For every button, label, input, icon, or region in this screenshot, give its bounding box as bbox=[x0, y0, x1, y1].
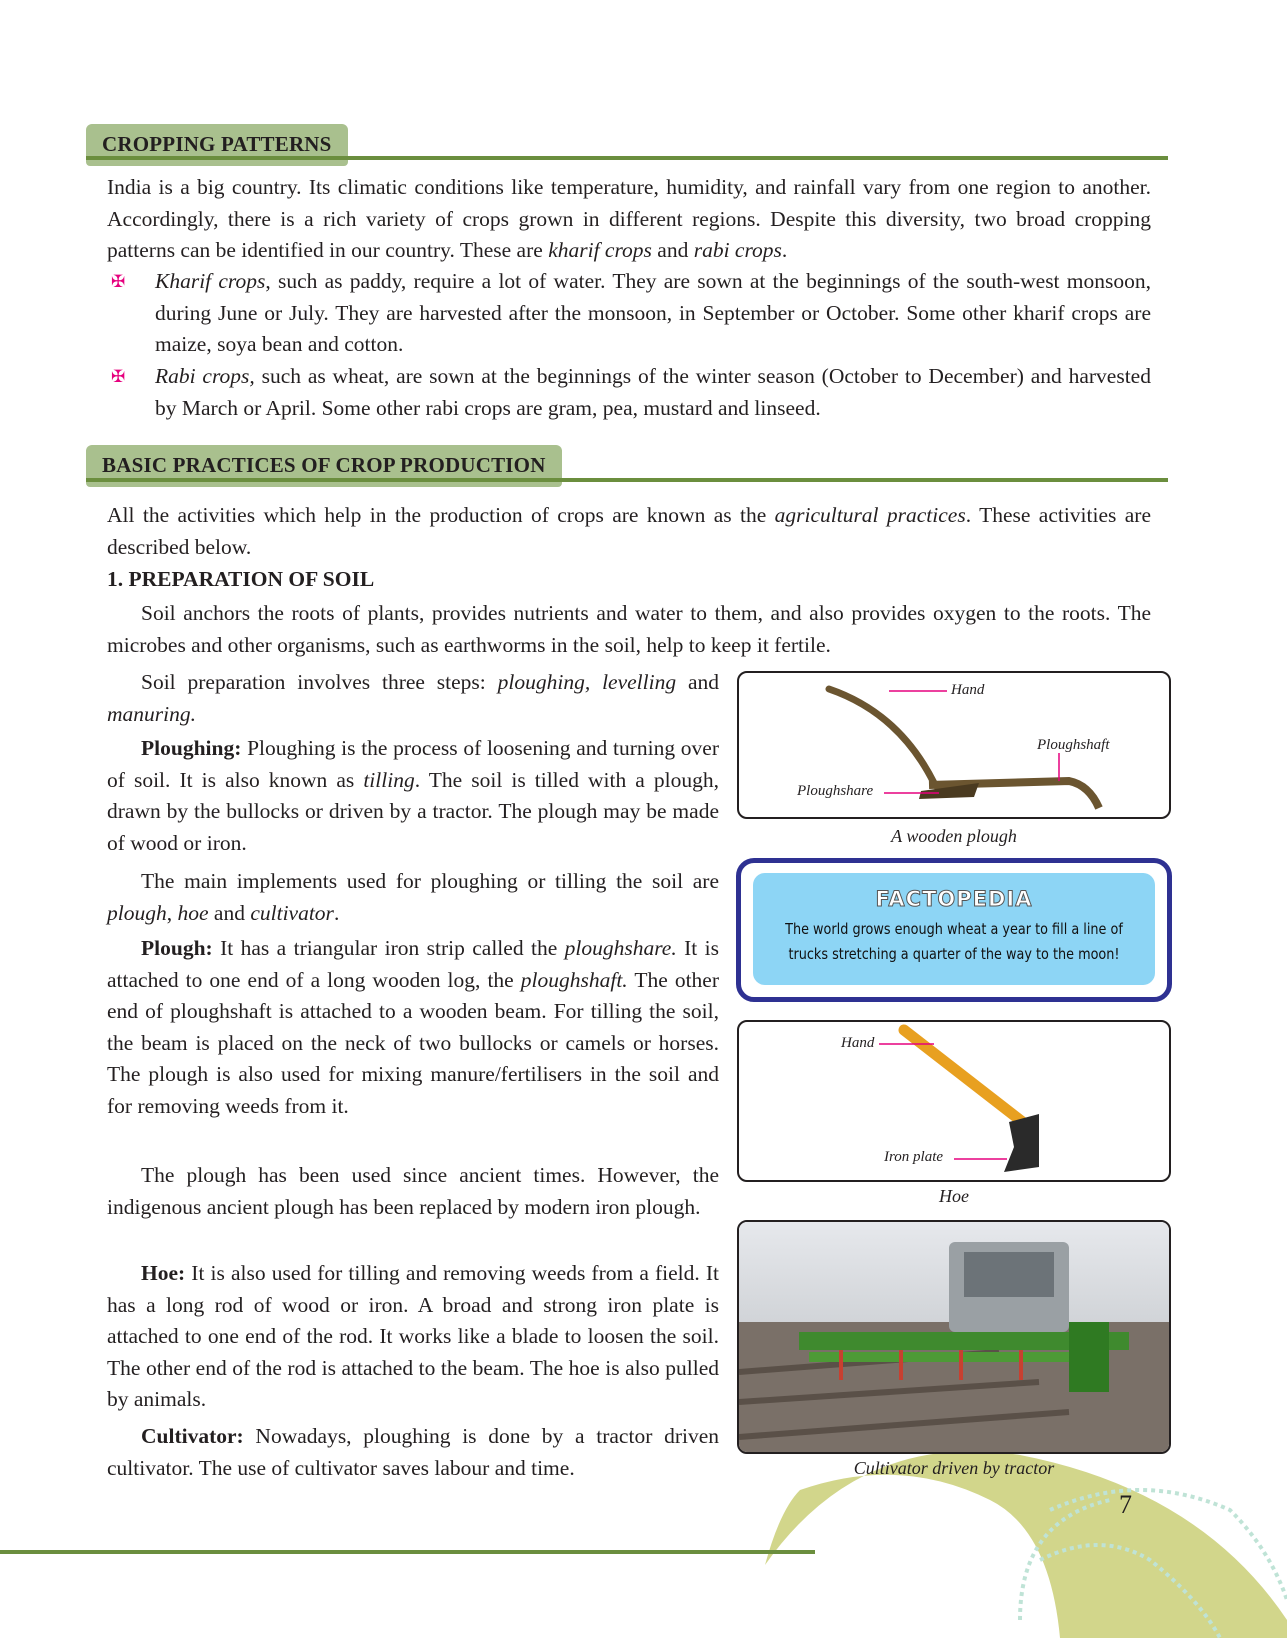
factopedia-line: The world grows enough wheat a year to fill a line of bbox=[785, 920, 1123, 938]
label-hand: Hand bbox=[951, 682, 985, 698]
ploughing-paragraph: Ploughing: Ploughing is the process of loosening and turning over of soil. It is also known as tilling. The soil is tilled with a plough, drawn by the bullocks or driven by a tractor. The plough may be made of wood or iron. bbox=[107, 736, 719, 855]
label-ploughshaft: Ploughshaft bbox=[1037, 737, 1110, 753]
implements-paragraph: The main implements used for ploughing or tilling the soil are plough, hoe and cultivator. bbox=[107, 869, 719, 925]
section-rule bbox=[86, 156, 1168, 160]
label-ploughshare: Ploughshare bbox=[797, 783, 874, 799]
caption-cultivator: Cultivator driven by tractor bbox=[853, 1458, 1055, 1478]
subheading-preparation-of-soil: 1. PREPARATION OF SOIL bbox=[107, 567, 375, 591]
label-hand: Hand bbox=[841, 1035, 875, 1051]
figure-wooden-plough bbox=[737, 671, 1171, 819]
label-iron-plate: Iron plate bbox=[884, 1149, 944, 1165]
factopedia-box bbox=[736, 858, 1172, 1002]
steps-paragraph: Soil preparation involves three steps: ploughing, levelling and manuring. bbox=[107, 670, 719, 726]
figure-cultivator-photo bbox=[737, 1220, 1171, 1454]
ancient-plough-paragraph: The plough has been used since ancient times. However, the indigenous ancient plough has been replaced by modern iron plough. bbox=[107, 1163, 719, 1219]
factopedia-title: FACTOPEDIA bbox=[875, 887, 1033, 911]
cultivator-paragraph: Cultivator: Nowadays, ploughing is done by a tractor driven cultivator. The use of cultivator saves labour and time. bbox=[107, 1424, 719, 1480]
factopedia-line: trucks stretching a quarter of the way to the moon! bbox=[788, 945, 1120, 963]
hoe-paragraph: Hoe: It is also used for tilling and removing weeds from a field. It has a long rod of wood or iron. A broad and strong iron plate is attached to one end of the rod. It works like a blade to loosen the soil. The other end of the rod is attached to the beam. The hoe is also pulled by animals. bbox=[107, 1261, 719, 1411]
caption-wooden-plough: A wooden plough bbox=[891, 826, 1017, 846]
soil-paragraph: Soil anchors the roots of plants, provides nutrients and water to them, and also provides oxygen to the roots. The microbes and other organisms, such as earthworms in the soil, help to keep it fertile. bbox=[107, 601, 1151, 657]
cross-bullet-icon: ✠ bbox=[111, 367, 126, 386]
caption-hoe: Hoe bbox=[939, 1186, 969, 1206]
hoe-illustration bbox=[739, 1022, 1171, 1182]
tractor-cultivator-photo bbox=[739, 1222, 1171, 1454]
section-header-basic-practices: BASIC PRACTICES OF CROP PRODUCTION bbox=[86, 445, 562, 487]
plough-paragraph: Plough: It has a triangular iron strip called the ploughshare. It is attached to one end of a long wooden log, the ploughshaft. The other end of ploughshaft is attached to a wooden beam. For tilling the soil, the beam is placed on the neck of two bullocks or camels or horses. The plough is also used for mixing manure/fertilisers in the soil and for removing weeds from it. bbox=[107, 936, 719, 1118]
practices-intro: All the activities which help in the production of crops are known as the agricultural practices. These activities are described below. bbox=[107, 503, 1151, 559]
figure-hoe bbox=[737, 1020, 1171, 1182]
section-rule bbox=[86, 478, 1168, 482]
page-number: 7 bbox=[1119, 1490, 1132, 1519]
cropping-intro: India is a big country. Its climatic conditions like temperature, humidity, and rainfall vary from one region to another. Accordingly, there is a rich variety of crops grown in different regions. Despite this diversity, two broad cropping patterns can be identified in our country. These are kharif crops and rabi crops. bbox=[107, 175, 1151, 262]
bullet-kharif: ✠ Kharif crops, such as paddy, require a lot of water. They are sown at the beginnings of the south-west monsoon, during June or July. They are harvested after the monsoon, in September or October. Some other kharif crops are maize, soya bean and cotton. bbox=[107, 266, 1151, 361]
bullet-rabi: ✠ Rabi crops, such as wheat, are sown at the beginnings of the winter season (October to December) and harvested by March or April. Some other rabi crops are gram, pea, mustard and linseed. bbox=[107, 361, 1151, 424]
cross-bullet-icon: ✠ bbox=[111, 272, 126, 291]
section-header-cropping-patterns: CROPPING PATTERNS bbox=[86, 124, 348, 166]
